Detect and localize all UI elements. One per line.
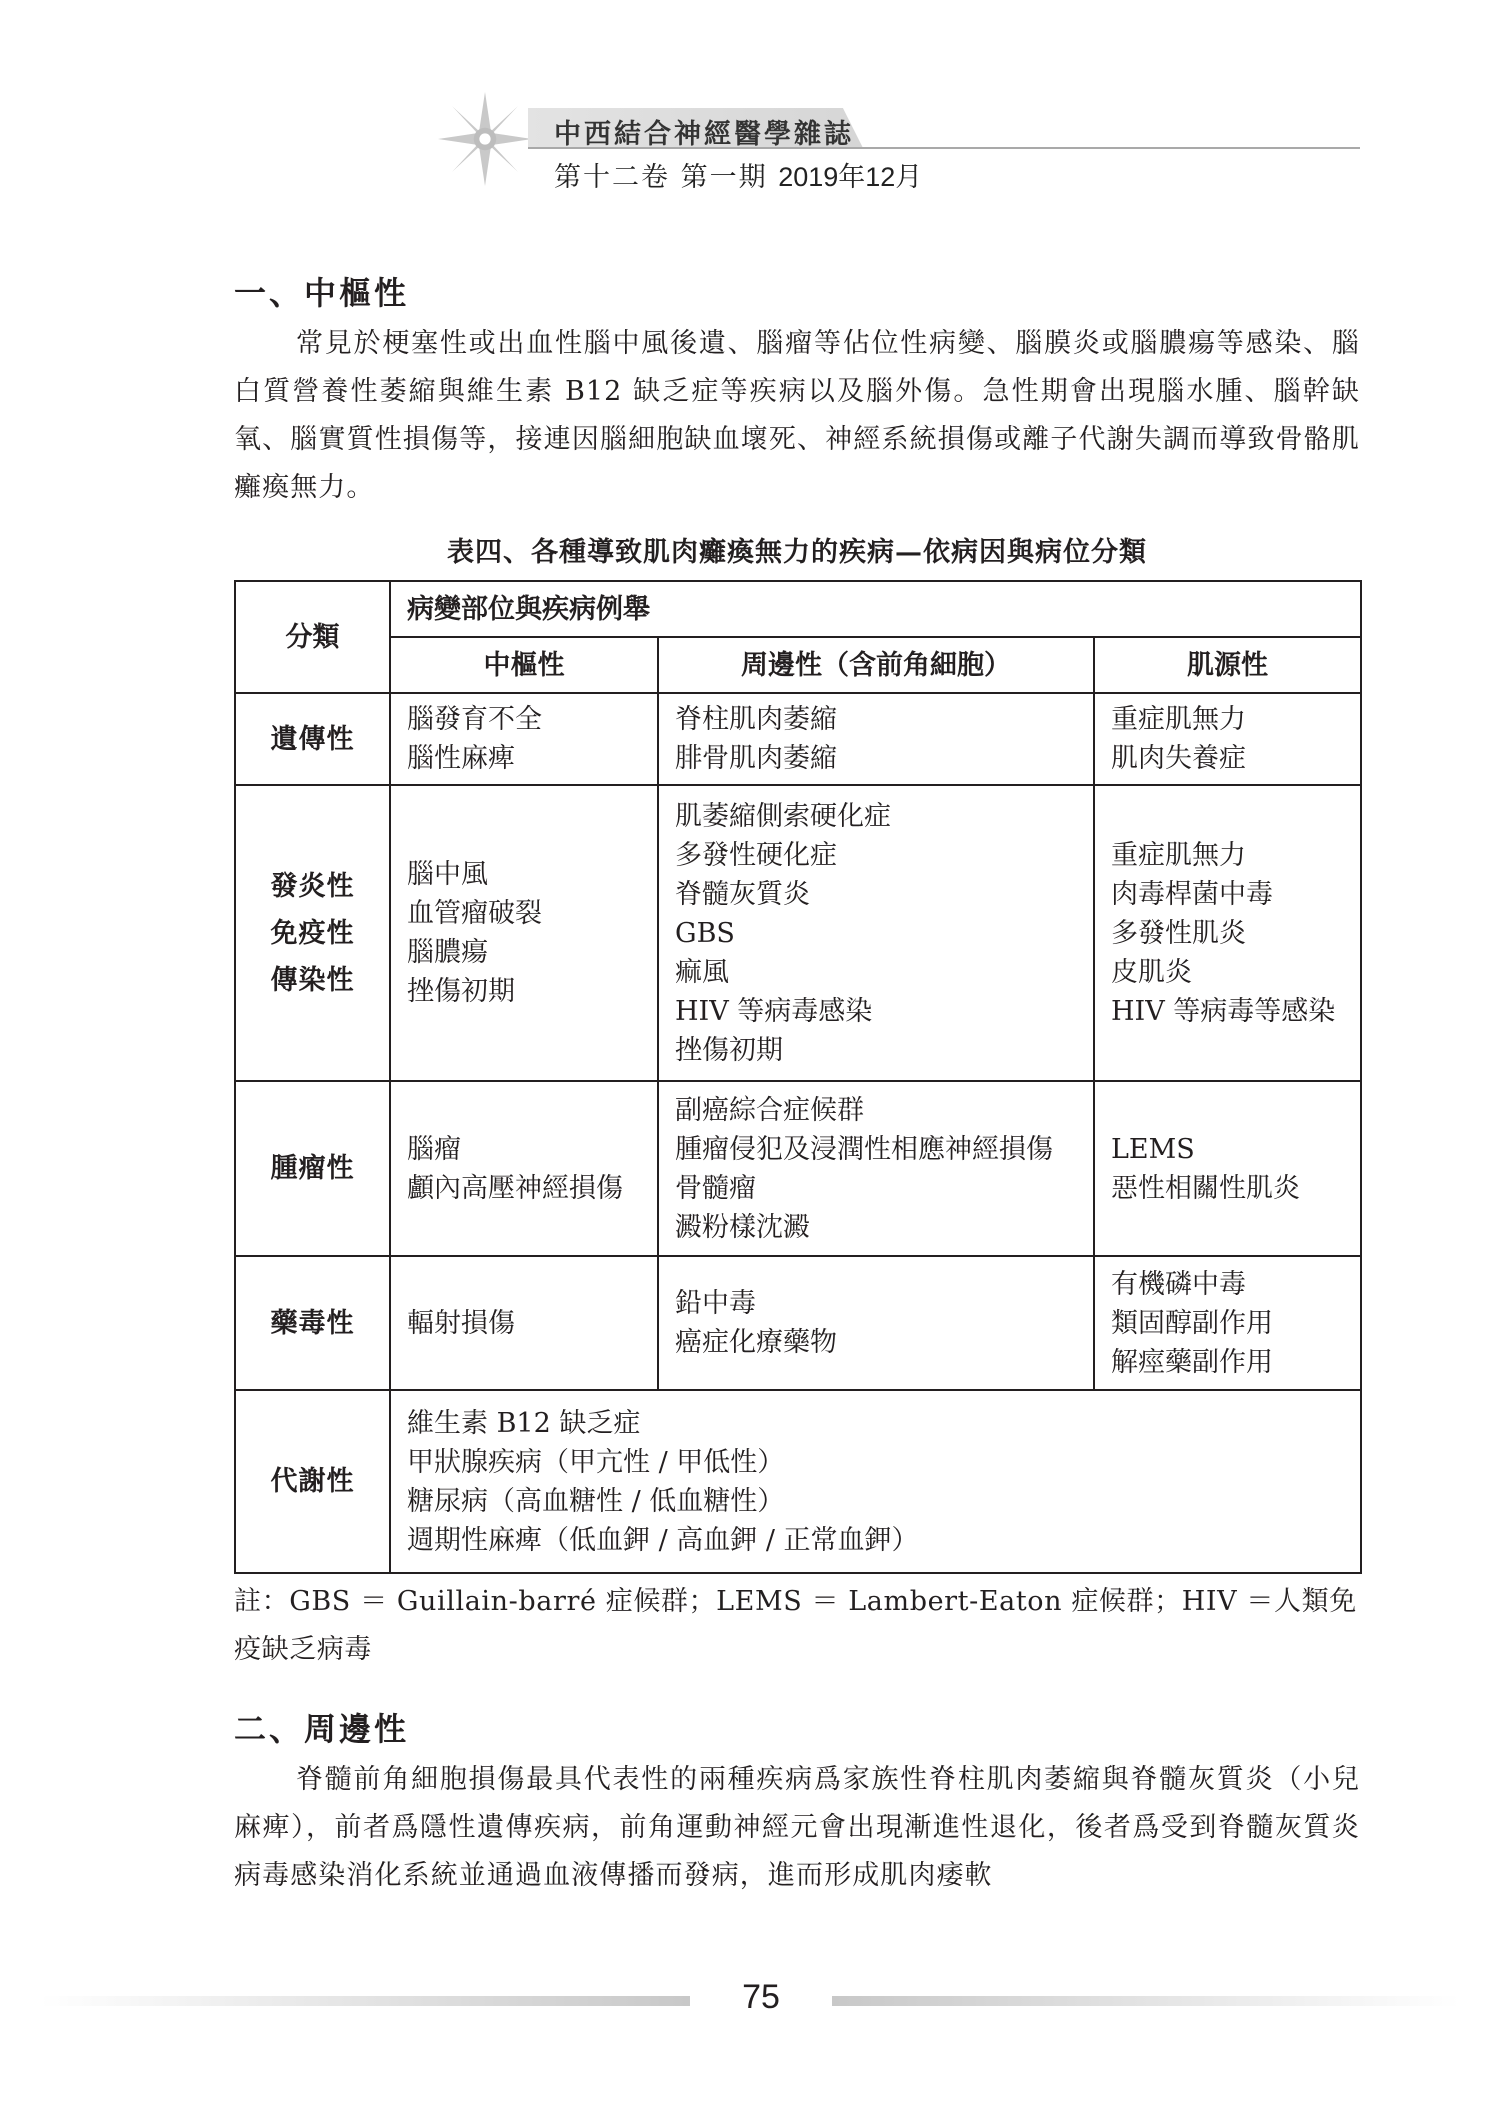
list-item: 副癌綜合症候群 [675,1094,864,1126]
journal-star-logo [438,92,532,186]
list-item: 骨髓瘤 [675,1172,756,1204]
central-cell [390,693,658,785]
list-item: 解痙藥副作用 [1111,1346,1273,1378]
central-cell [390,1081,658,1256]
footer-bar-right [832,1996,1460,2006]
list-item: 糖尿病（高血糖性 / 低血糖性） [407,1485,785,1517]
list-item: 脊髓灰質炎 [675,878,810,910]
list-item: 惡性相關性肌炎 [1111,1172,1300,1204]
peripheral-cell [658,693,1094,785]
list-item: 血管瘤破裂 [407,898,542,929]
list-item: HIV 等病毒等感染 [1111,995,1336,1027]
list-item: 有機磷中毒 [1111,1268,1246,1300]
journal-title: 中西結合神經醫學雜誌 [554,119,854,150]
list-item: 癌症化療藥物 [675,1327,837,1358]
central-cell [390,1256,658,1390]
list-item: 維生素 B12 缺乏症 [407,1407,641,1439]
list-item: 多發性肌炎 [1111,917,1246,949]
footer-bar-left [40,1996,690,2006]
peripheral-cell [658,785,1094,1081]
table-footnote: 註：GBS ＝ Guillain-barré 症候群；LEMS ＝ Lambert-Eaton 症候群；HIV ＝人類免疫缺乏病毒 [234,1586,1357,1665]
section-2-paragraph: 脊髓前角細胞損傷最具代表性的兩種疾病爲家族性脊柱肌肉萎縮與脊髓灰質炎（小兒麻痺），前者爲隱性遺傳疾病，前角運動神經元會出現漸進性退化，後者爲受到脊髓灰質炎病毒感染消化系統並通過血液傳播而發病，進而形成肌肉痿軟 [234,1764,1360,1891]
table-row [235,1081,1361,1256]
row-category: 代謝性 [235,1390,390,1573]
list-item: 類固醇副作用 [1111,1307,1273,1339]
category-line: 傳染性 [270,964,355,996]
header-group: 病變部位與疾病例舉 [390,581,1361,637]
list-item: 重症肌無力 [1111,704,1246,735]
row-category: 藥毒性 [235,1256,390,1390]
row-category: 遺傳性 [235,693,390,785]
list-item: 皮肌炎 [1111,956,1192,988]
col-myogenic: 肌源性 [1094,637,1361,693]
myogenic-cell [1094,693,1361,785]
list-item: 顱內高壓神經損傷 [407,1172,623,1204]
list-item: 肉毒桿菌中毒 [1111,878,1273,910]
section-1-heading: 一、中樞性 [234,274,410,312]
list-item: 週期性麻痺（低血鉀 / 高血鉀 / 正常血鉀） [407,1524,919,1556]
list-item: 挫傷初期 [407,976,515,1007]
list-item: GBS [675,917,735,949]
col-central: 中樞性 [390,637,658,693]
journal-issue [554,155,922,194]
table-row [235,785,1361,1081]
category-line: 免疫性 [270,917,355,949]
list-item: 脊柱肌肉萎縮 [675,704,837,735]
table-caption: 表四、各種導致肌肉癱瘓無力的疾病—依病因與病位分類 [447,537,1147,568]
list-item: LEMS [1111,1133,1195,1165]
list-item: 腦發育不全 [407,704,542,735]
peripheral-cell [658,1256,1094,1390]
row-category [235,785,390,1081]
list-item: 多發性硬化症 [675,839,837,871]
list-item: 甲狀腺疾病（甲亢性 / 甲低性） [407,1446,785,1478]
list-item: 澱粉樣沈澱 [675,1211,810,1243]
disease-table [234,580,1362,1574]
myogenic-cell [1094,785,1361,1081]
list-item: 腦瘤 [407,1133,461,1165]
list-item: 重症肌無力 [1111,839,1246,871]
list-item: 肌肉失養症 [1111,743,1246,774]
combined-cell [390,1390,1361,1573]
central-cell [390,785,658,1081]
table-row [235,1390,1361,1573]
list-item: 肌萎縮側索硬化症 [675,800,891,832]
section-2-heading: 二、周邊性 [234,1710,410,1748]
date-text: 2019年12月 [778,162,923,192]
list-item: 挫傷初期 [675,1034,783,1066]
list-item: 輻射損傷 [407,1307,515,1339]
col-peripheral: 周邊性（含前角細胞） [658,637,1094,693]
list-item: 腦中風 [407,859,488,890]
volume-text: 第十二卷 第一期 [554,162,768,193]
myogenic-cell [1094,1081,1361,1256]
peripheral-cell [658,1081,1094,1256]
category-line: 發炎性 [270,870,355,902]
list-item: 痲風 [675,956,729,988]
list-item: HIV 等病毒感染 [675,995,873,1027]
myogenic-cell [1094,1256,1361,1390]
list-item: 腦性麻痺 [407,743,515,774]
list-item: 腓骨肌肉萎縮 [675,743,837,774]
list-item: 腫瘤侵犯及浸潤性相應神經損傷 [675,1133,1053,1165]
header-category: 分類 [235,581,390,693]
table-row [235,693,1361,785]
section-1-paragraph: 常見於梗塞性或出血性腦中風後遺、腦瘤等佔位性病變、腦膜炎或腦膿瘍等感染、腦白質營養性萎縮與維生素 B12 缺乏症等疾病以及腦外傷。急性期會出現腦水腫、腦幹缺氧、腦實質性損傷等，接連因腦細胞缺血壞死、神經系統損傷或離子代謝失調而導致骨骼肌癱瘓無力。 [234,328,1360,503]
list-item: 腦膿瘍 [407,937,488,968]
list-item: 鉛中毒 [675,1288,756,1319]
page-number: 75 [742,1978,780,2016]
table-row [235,1256,1361,1390]
row-category: 腫瘤性 [235,1081,390,1256]
